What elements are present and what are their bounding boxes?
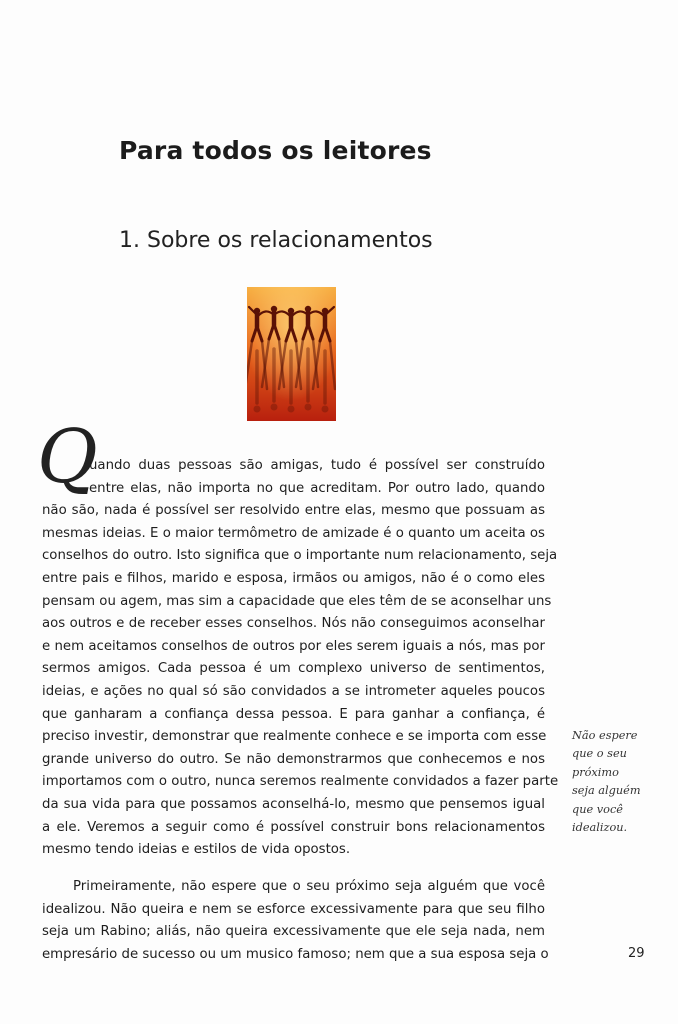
margin-note-line: idealizou. — [572, 821, 628, 835]
margin-note-line: que o seu — [572, 747, 627, 761]
paragraph-line: ideias, e ações no qual só são convidados a se intrometer aqueles poucos — [42, 683, 545, 699]
paragraph-line: seja um Rabino; aliás, não queira excessivamente que ele seja nada, nem — [42, 924, 545, 940]
paragraph-line: mesmas ideias. E o maior termômetro de amizade é o quanto um aceita os — [42, 525, 545, 541]
dropcap-letter: Q — [37, 414, 98, 500]
paragraph-line: pensam ou agem, mas sim a capacidade que eles têm de se aconselhar uns — [42, 593, 552, 609]
paragraph-line: e nem aceitamos conselhos de outros por eles serem iguais a nós, mas por — [42, 638, 545, 654]
paragraph-line: da sua vida para que possamos aconselhá-lo, mesmo que pensemos igual — [42, 796, 545, 812]
paragraph-line: conselhos do outro. Isto significa que o importante num relacionamento, seja — [42, 548, 558, 564]
section-title: 1. Sobre os relacionamentos — [119, 228, 433, 253]
margin-note-line: Não espere — [572, 729, 638, 742]
page-number: 29 — [628, 946, 645, 961]
paragraph-2 — [42, 876, 549, 966]
paragraph-line: aos outros e de receber esses conselhos. Nós não conseguimos aconselhar — [42, 616, 545, 632]
margin-note-line: que você — [572, 802, 623, 816]
paragraph-line: idealizou. Não queira e nem se esforce excessivamente para que seu filho — [42, 901, 545, 917]
paragraph-line: a ele. Veremos a seguir como é possível construir bons relacionamentos — [42, 819, 545, 835]
paragraph-line: preciso investir, demonstrar que realmente conhece e se importa com esse — [42, 729, 547, 745]
margin-note-line: seja alguém — [572, 784, 641, 798]
paragraph-line: importamos com o outro, nunca seremos realmente convidados a fazer parte — [42, 774, 559, 790]
margin-note-line: próximo — [572, 765, 619, 779]
page-title: Para todos os leitores — [119, 136, 432, 165]
paragraph-line: que ganharam a confiança dessa pessoa. E para ganhar a confiança, é — [42, 706, 545, 722]
paragraph-line: Primeiramente, não espere que o seu próximo seja alguém que você — [73, 879, 545, 894]
paragraph-line: entre elas, não importa no que acreditam. Por outro lado, quando — [89, 480, 545, 496]
paragraph-line: empresário de sucesso ou um musico famoso; nem que a sua esposa seja o — [42, 946, 549, 962]
paragraph-line: uando duas pessoas são amigas, tudo é possível ser construído — [89, 458, 545, 473]
people-holding-hands-illustration — [247, 287, 336, 421]
paragraph-line: não são, nada é possível ser resolvido entre elas, mesmo que possuam as — [42, 503, 545, 519]
paragraph-line: entre pais e filhos, marido e esposa, irmãos ou amigos, não é o como eles — [42, 570, 545, 586]
margin-note — [572, 727, 662, 837]
paragraph-line: grande universo do outro. Se não demonstrarmos que conhecemos e nos — [42, 751, 545, 767]
paragraph-line: mesmo tendo ideias e estilos de vida opostos. — [42, 842, 351, 858]
paragraph-line: sermos amigos. Cada pessoa é um complexo universo de sentimentos, — [42, 661, 545, 677]
paragraph-1 — [42, 455, 559, 862]
